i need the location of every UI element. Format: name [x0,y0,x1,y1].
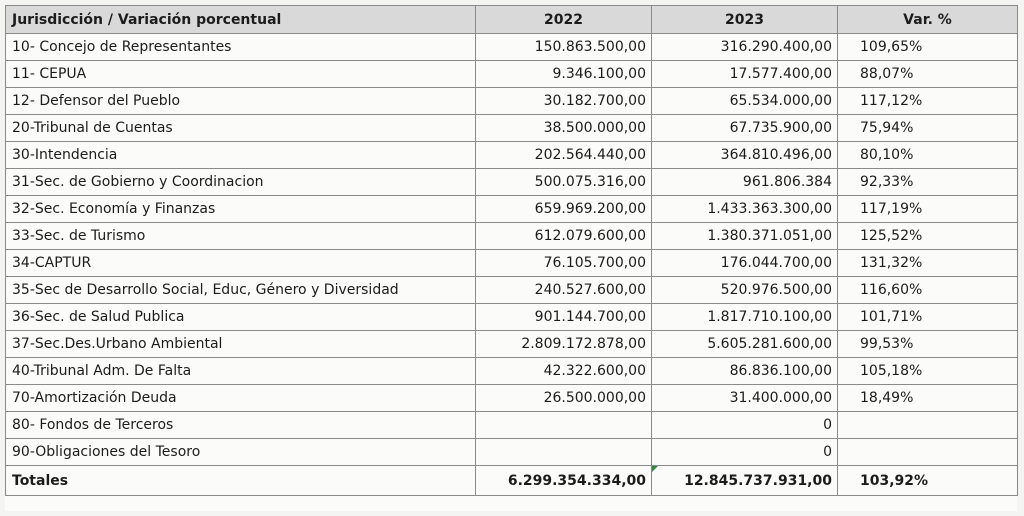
value-2022-cell: 659.969.200,00 [476,196,652,223]
value-2022-cell: 500.075.316,00 [476,169,652,196]
table-row [6,61,1018,88]
jurisdiction-cell: 31-Sec. de Gobierno y Coordinacion [6,169,476,196]
value-2022-cell: 901.144.700,00 [476,304,652,331]
jurisdiction-cell: 33-Sec. de Turismo [6,223,476,250]
budget-table-sheet [5,5,1017,511]
totals-2022: 6.299.354.334,00 [476,466,652,496]
budget-table [5,5,1018,496]
table-row [6,304,1018,331]
value-2022-cell: 202.564.440,00 [476,142,652,169]
value-2022-cell: 26.500.000,00 [476,385,652,412]
value-2023-cell: 5.605.281.600,00 [652,331,838,358]
jurisdiction-cell: 90-Obligaciones del Tesoro [6,439,476,466]
jurisdiction-cell: 11- CEPUA [6,61,476,88]
jurisdiction-cell: 35-Sec de Desarrollo Social, Educ, Género y Diversidad [6,277,476,304]
value-2023-cell: 86.836.100,00 [652,358,838,385]
variation-cell: 117,19% [838,196,1018,223]
table-row [6,34,1018,61]
table-row [6,196,1018,223]
jurisdiction-cell: 36-Sec. de Salud Publica [6,304,476,331]
variation-cell: 117,12% [838,88,1018,115]
variation-cell: 125,52% [838,223,1018,250]
value-2022-cell: 612.079.600,00 [476,223,652,250]
table-row [6,142,1018,169]
header-variation: Var. % [838,6,1018,34]
table-row [6,439,1018,466]
table-row [6,88,1018,115]
variation-cell: 92,33% [838,169,1018,196]
value-2023-cell: 364.810.496,00 [652,142,838,169]
table-row [6,250,1018,277]
jurisdiction-cell: 80- Fondos de Terceros [6,412,476,439]
table-row [6,412,1018,439]
value-2022-cell: 42.322.600,00 [476,358,652,385]
variation-cell: 18,49% [838,385,1018,412]
jurisdiction-cell: 30-Intendencia [6,142,476,169]
value-2022-cell: 2.809.172.878,00 [476,331,652,358]
value-2023-cell: 67.735.900,00 [652,115,838,142]
value-2023-cell: 316.290.400,00 [652,34,838,61]
jurisdiction-cell: 34-CAPTUR [6,250,476,277]
variation-cell: 99,53% [838,331,1018,358]
jurisdiction-cell: 40-Tribunal Adm. De Falta [6,358,476,385]
value-2022-cell: 30.182.700,00 [476,88,652,115]
totals-row [6,466,1018,496]
variation-cell [838,439,1018,466]
jurisdiction-cell: 12- Defensor del Pueblo [6,88,476,115]
value-2022-cell [476,412,652,439]
jurisdiction-cell: 70-Amortización Deuda [6,385,476,412]
jurisdiction-cell: 32-Sec. Economía y Finanzas [6,196,476,223]
header-jurisdiction: Jurisdicción / Variación porcentual [6,6,476,34]
jurisdiction-cell: 10- Concejo de Representantes [6,34,476,61]
header-row [6,6,1018,34]
header-year-2023: 2023 [652,6,838,34]
value-2023-cell: 1.380.371.051,00 [652,223,838,250]
value-2022-cell: 76.105.700,00 [476,250,652,277]
value-2022-cell: 240.527.600,00 [476,277,652,304]
value-2023-cell: 17.577.400,00 [652,61,838,88]
totals-label: Totales [6,466,476,496]
table-row [6,277,1018,304]
variation-cell: 80,10% [838,142,1018,169]
value-2023-cell: 961.806.384 [652,169,838,196]
totals-2023: 12.845.737.931,00 [652,466,838,496]
variation-cell: 101,71% [838,304,1018,331]
variation-cell: 75,94% [838,115,1018,142]
variation-cell: 109,65% [838,34,1018,61]
value-2022-cell: 9.346.100,00 [476,61,652,88]
variation-cell: 116,60% [838,277,1018,304]
value-2023-cell: 31.400.000,00 [652,385,838,412]
value-2023-cell: 176.044.700,00 [652,250,838,277]
totals-variation: 103,92% [838,466,1018,496]
table-row [6,115,1018,142]
variation-cell [838,412,1018,439]
value-2022-cell: 38.500.000,00 [476,115,652,142]
value-2023-cell: 65.534.000,00 [652,88,838,115]
table-row [6,223,1018,250]
value-2022-cell: 150.863.500,00 [476,34,652,61]
table-row [6,385,1018,412]
value-2023-cell: 0 [652,412,838,439]
table-row [6,169,1018,196]
header-year-2022: 2022 [476,6,652,34]
value-2023-cell: 1.433.363.300,00 [652,196,838,223]
variation-cell: 88,07% [838,61,1018,88]
jurisdiction-cell: 37-Sec.Des.Urbano Ambiental [6,331,476,358]
value-2022-cell [476,439,652,466]
jurisdiction-cell: 20-Tribunal de Cuentas [6,115,476,142]
table-row [6,358,1018,385]
value-2023-cell: 0 [652,439,838,466]
value-2023-cell: 520.976.500,00 [652,277,838,304]
variation-cell: 105,18% [838,358,1018,385]
variation-cell: 131,32% [838,250,1018,277]
table-row [6,331,1018,358]
value-2023-cell: 1.817.710.100,00 [652,304,838,331]
